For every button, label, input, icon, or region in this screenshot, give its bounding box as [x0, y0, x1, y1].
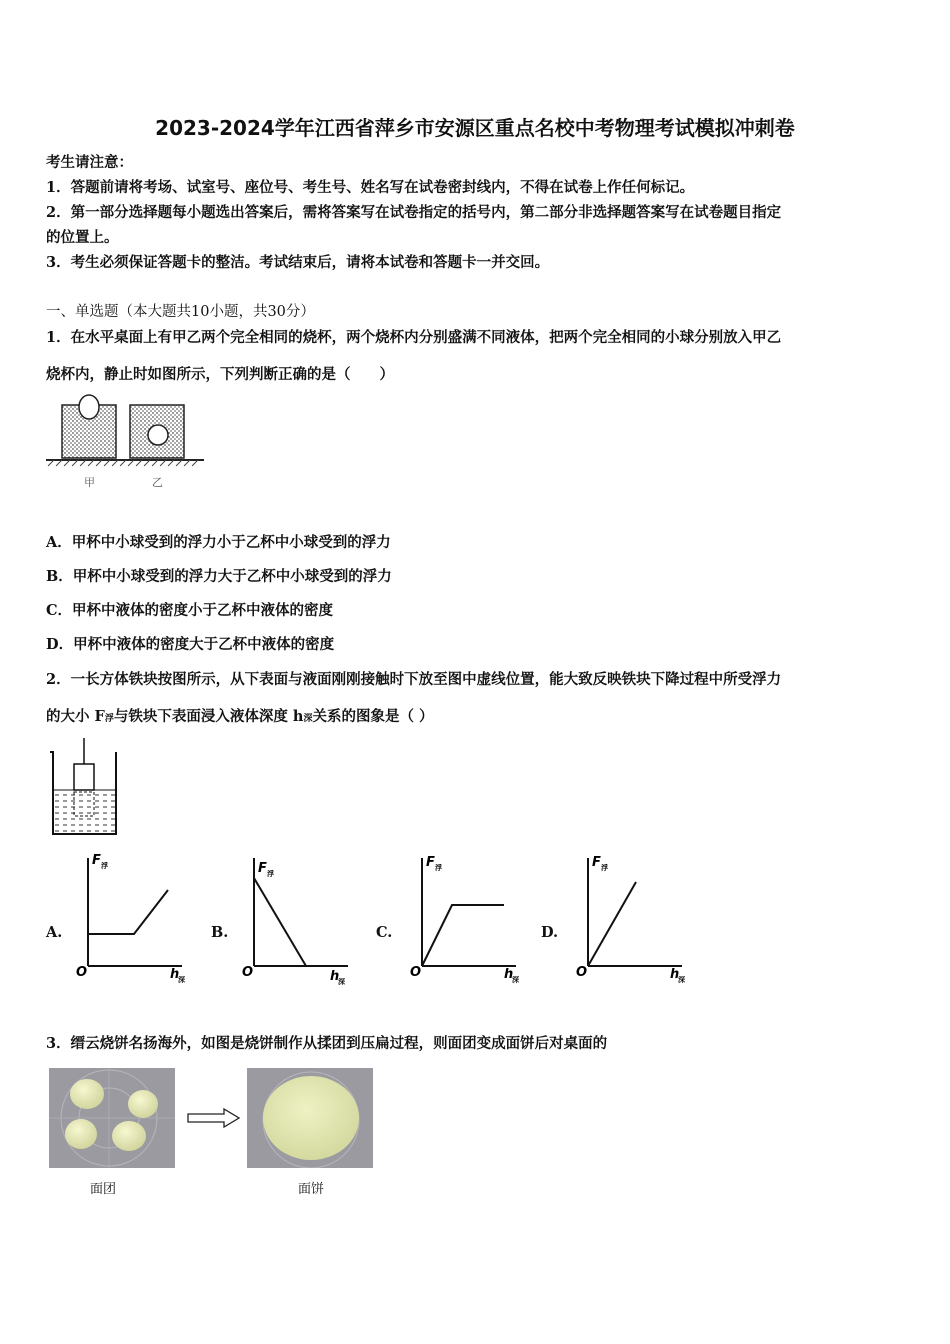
iron-block-figure — [46, 738, 126, 840]
graph-a-label[interactable]: A. — [46, 924, 63, 941]
graph-d-label[interactable]: D. — [541, 924, 559, 941]
section-heading: 一、单选题（本大题共10小题，共30分） — [46, 304, 315, 320]
origin-label: O — [576, 965, 588, 980]
y-axis-label: F — [92, 853, 101, 868]
ball-yi — [148, 425, 168, 445]
option-d[interactable]: D．甲杯中液体的密度大于乙杯中液体的密度 — [46, 636, 335, 653]
graph-curve — [88, 890, 168, 934]
notice-heading: 考生请注意： — [46, 154, 133, 171]
question-1-text-cont: 烧杯内，静止时如图所示，下列判断正确的是（ ） — [46, 366, 394, 383]
x-axis-sub: 深 — [678, 976, 685, 984]
y-axis-label: F — [258, 861, 267, 876]
y-axis-sub: 浮 — [601, 864, 608, 872]
graph-c[interactable] — [408, 850, 528, 985]
ball-jia — [79, 395, 99, 419]
y-axis-label: F — [592, 855, 601, 870]
x-axis-label: h — [670, 967, 680, 982]
question-3-text: 3．缙云烧饼名扬海外，如图是烧饼制作从揉团到压扁过程，则面团变成面饼后对桌面的 — [46, 1035, 608, 1052]
notice-item: 2．第一部分选择题每小题选出答案后，需将答案写在试卷指定的括号内，第二部分非选择题答案写在试卷题目指定 — [46, 204, 782, 221]
beakers-figure — [44, 388, 214, 498]
label-jia: 甲 — [84, 476, 95, 489]
question-2-text: 2．一长方体铁块按图所示，从下表面与液面刚刚接触时下放至图中虚线位置，能大致反映铁块下降过程中所受浮力 — [46, 671, 782, 688]
option-b[interactable]: B．甲杯中小球受到的浮力大于乙杯中小球受到的浮力 — [46, 568, 392, 585]
caption-bread: 面饼 — [298, 1182, 325, 1197]
y-axis-label: F — [426, 855, 435, 870]
graph-curve — [254, 878, 306, 966]
iron-block — [74, 764, 94, 790]
caption-dough: 面团 — [90, 1182, 117, 1197]
graph-d[interactable] — [574, 850, 694, 985]
x-axis-sub: 深 — [338, 978, 345, 985]
x-axis-label: h — [504, 967, 514, 982]
graph-curve — [422, 905, 504, 966]
origin-label: O — [76, 965, 88, 980]
liquid — [54, 790, 115, 833]
beaker-jia — [62, 395, 116, 458]
y-axis-sub: 浮 — [435, 864, 442, 872]
x-axis-sub: 深 — [178, 976, 185, 984]
label-yi: 乙 — [152, 476, 163, 489]
dough-balls-photo — [49, 1068, 175, 1168]
option-a[interactable]: A．甲杯中小球受到的浮力小于乙杯中小球受到的浮力 — [46, 534, 391, 551]
option-c[interactable]: C．甲杯中液体的密度小于乙杯中液体的密度 — [46, 602, 334, 619]
notice-item: 的位置上。 — [46, 229, 119, 246]
beaker-yi — [130, 405, 184, 458]
notice-item: 3．考生必须保证答题卡的整洁。考试结束后，请将本试卷和答题卡一并交回。 — [46, 254, 550, 271]
arrow-icon — [186, 1108, 242, 1128]
x-axis-sub: 深 — [512, 976, 519, 984]
graph-c-label[interactable]: C. — [376, 924, 393, 941]
graph-b[interactable] — [240, 850, 360, 985]
y-axis-sub: 浮 — [267, 870, 274, 878]
y-axis-sub: 浮 — [101, 862, 108, 870]
notice-item: 1．答题前请将考场、试室号、座位号、考生号、姓名写在试卷密封线内，不得在试卷上作任何标记。 — [46, 179, 695, 196]
question-1-text: 1．在水平桌面上有甲乙两个完全相同的烧杯，两个烧杯内分别盛满不同液体，把两个完全相同的小球分别放入甲乙 — [46, 329, 782, 346]
question-2-text-cont: 的大小 F浮与铁块下表面浸入液体深度 h深关系的图象是（ ） — [46, 708, 434, 725]
graph-curve — [588, 882, 636, 966]
graph-b-label[interactable]: B. — [211, 924, 229, 941]
x-axis-label: h — [330, 969, 340, 984]
graph-a[interactable] — [74, 850, 194, 985]
page-title: 2023-2024学年江西省萍乡市安源区重点名校中考物理考试模拟冲刺卷 — [155, 116, 795, 140]
x-axis-label: h — [170, 967, 180, 982]
flatbread-photo — [247, 1068, 373, 1168]
origin-label: O — [410, 965, 422, 980]
origin-label: O — [242, 965, 254, 980]
